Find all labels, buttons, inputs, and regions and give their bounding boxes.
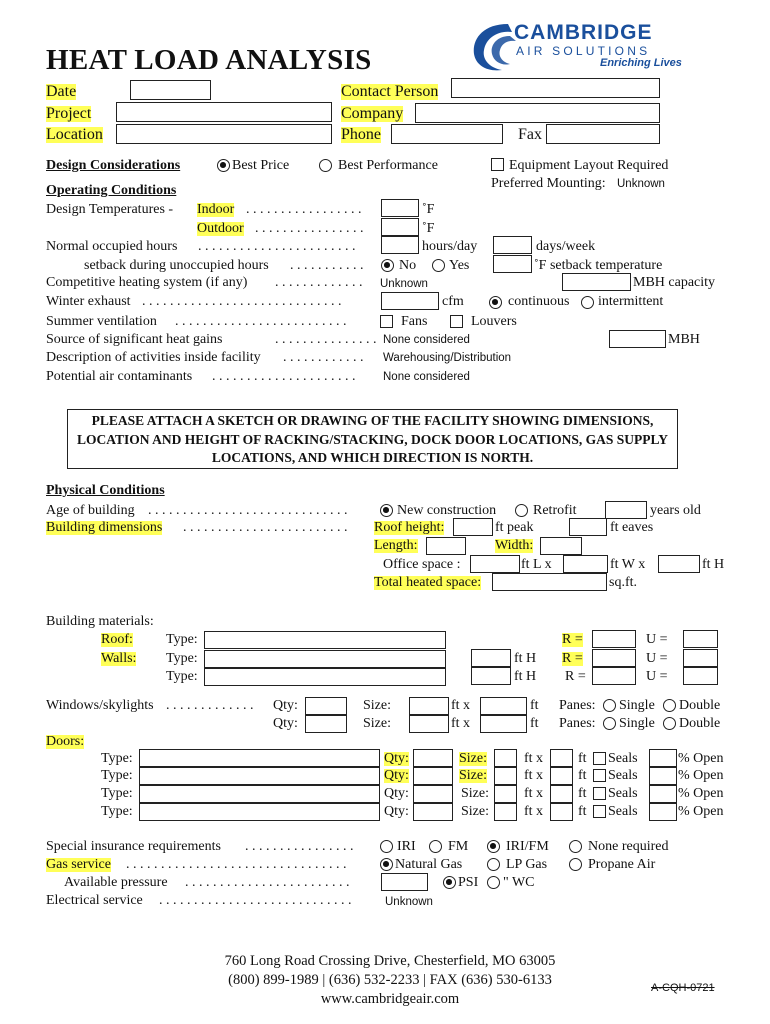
contaminants-label: Potential air contaminants bbox=[46, 369, 193, 384]
office-ft-h-label: ft H bbox=[702, 557, 725, 572]
deg-f-label: ˚F bbox=[422, 221, 435, 236]
door-h-field[interactable] bbox=[550, 749, 573, 767]
company-label: Company bbox=[341, 105, 404, 122]
width-label: Width: bbox=[495, 538, 534, 553]
door-ft-label: ft bbox=[578, 768, 587, 783]
door-type-label: Type: bbox=[101, 768, 133, 783]
door-seals-label: Seals bbox=[608, 768, 638, 783]
equipment-layout-checkbox[interactable] bbox=[491, 158, 504, 171]
door-open-label: % Open bbox=[678, 804, 724, 819]
leader-dots: . . . . . . . . . . . . . . . . . . . . . . . . . . . . . bbox=[142, 294, 342, 309]
door-type-field[interactable] bbox=[139, 767, 380, 785]
logo-brand: CAMBRIDGE bbox=[514, 21, 653, 44]
setback-yes-label: Yes bbox=[449, 258, 470, 273]
door-ftx-label: ft x bbox=[524, 768, 544, 783]
insurance-label: Special insurance requirements bbox=[46, 839, 221, 854]
length-field[interactable] bbox=[426, 537, 466, 555]
panes-single-label-1: Single bbox=[619, 698, 655, 713]
iri-fm-radio[interactable] bbox=[487, 840, 500, 853]
location-label: Location bbox=[46, 126, 103, 143]
windows-w-field-2[interactable] bbox=[409, 715, 449, 733]
walls-type-field-1[interactable] bbox=[204, 650, 446, 668]
leader-dots: . . . . . . . . . . . . . bbox=[166, 698, 254, 713]
walls-ft-h-label-2: ft H bbox=[514, 669, 537, 684]
panes-double-label-1: Double bbox=[679, 698, 721, 713]
gas-service-label: Gas service bbox=[46, 857, 111, 872]
leader-dots: . . . . . . . . . . . . . . . . . . . . . . . . bbox=[183, 520, 348, 535]
outdoor-temp-field[interactable] bbox=[381, 218, 419, 236]
setback-yes-radio[interactable] bbox=[432, 259, 445, 272]
leader-dots: . . . . . . . . . . . . bbox=[283, 350, 364, 365]
windows-ftx-label-1: ft x bbox=[451, 698, 471, 713]
door-open-field[interactable] bbox=[649, 785, 677, 803]
natural-gas-label: Natural Gas bbox=[395, 857, 463, 872]
leader-dots: . . . . . . . . . . . . . . . . bbox=[245, 839, 354, 854]
logo-sub: AIR SOLUTIONS bbox=[516, 44, 651, 58]
walls-ft-h-label-1: ft H bbox=[514, 651, 537, 666]
best-performance-radio[interactable] bbox=[319, 159, 332, 172]
date-label: Date bbox=[46, 83, 77, 100]
roof-r-field[interactable] bbox=[592, 630, 636, 648]
design-temps-label: Design Temperatures - bbox=[46, 202, 174, 217]
windows-qty-field-1[interactable] bbox=[305, 697, 347, 715]
door-qty-field[interactable] bbox=[413, 767, 453, 785]
fm-radio[interactable] bbox=[429, 840, 442, 853]
mbh-capacity-label: MBH capacity bbox=[633, 275, 716, 290]
continuous-radio[interactable] bbox=[489, 296, 502, 309]
walls-height-field-2[interactable] bbox=[471, 667, 511, 685]
windows-ftx-label-2: ft x bbox=[451, 716, 471, 731]
ft-eaves-field[interactable] bbox=[569, 518, 607, 536]
ft-eaves-label: ft eaves bbox=[610, 520, 654, 535]
walls-u-label: U = bbox=[646, 651, 668, 666]
leader-dots: . . . . . . . . . . . . . . . . . . . . . . . . . . . . . . . . bbox=[126, 857, 347, 872]
door-ftx-label: ft x bbox=[524, 751, 544, 766]
activities-label: Description of activities inside facility bbox=[46, 350, 261, 365]
door-seals-checkbox[interactable] bbox=[593, 769, 606, 782]
doors-label: Doors: bbox=[46, 734, 85, 749]
sqft-label: sq.ft. bbox=[609, 575, 637, 590]
psi-label: PSI bbox=[458, 875, 479, 890]
phone-field[interactable] bbox=[391, 124, 503, 144]
summer-vent-label: Summer ventilation bbox=[46, 314, 157, 329]
total-heated-label: Total heated space: bbox=[374, 575, 482, 590]
propane-air-label: Propane Air bbox=[588, 857, 656, 872]
years-old-label: years old bbox=[650, 503, 701, 518]
operating-heading: Operating Conditions bbox=[46, 183, 177, 198]
windows-qty-label-1: Qty: bbox=[273, 698, 298, 713]
fm-label: FM bbox=[448, 839, 469, 854]
project-field[interactable] bbox=[116, 102, 332, 122]
fans-label: Fans bbox=[401, 314, 428, 329]
door-open-field[interactable] bbox=[649, 749, 677, 767]
project-label: Project bbox=[46, 105, 92, 122]
office-width-field[interactable] bbox=[563, 555, 608, 573]
door-qty-field[interactable] bbox=[413, 803, 453, 821]
retrofit-radio[interactable] bbox=[515, 504, 528, 517]
cfm-label: cfm bbox=[442, 294, 464, 309]
preferred-mounting-label: Preferred Mounting: bbox=[491, 176, 606, 191]
leader-dots: . . . . . . . . . . . . . . . . . . . . . . . . bbox=[185, 875, 350, 890]
roof-r-label: R = bbox=[562, 632, 583, 647]
door-open-label: % Open bbox=[678, 751, 724, 766]
new-construction-label: New construction bbox=[397, 503, 497, 518]
leader-dots: . . . . . . . . . . . . . . . . . bbox=[246, 202, 362, 217]
door-ft-label: ft bbox=[578, 751, 587, 766]
panes-single-label-2: Single bbox=[619, 716, 655, 731]
door-open-field[interactable] bbox=[649, 767, 677, 785]
contaminants-value: None considered bbox=[383, 371, 470, 383]
heat-gains-label: Source of significant heat gains bbox=[46, 332, 223, 347]
natural-gas-radio[interactable] bbox=[380, 858, 393, 871]
heat-gains-value: None considered bbox=[383, 334, 470, 346]
door-seals-checkbox[interactable] bbox=[593, 787, 606, 800]
wc-radio[interactable] bbox=[487, 876, 500, 889]
windows-h-field-1[interactable] bbox=[480, 697, 527, 715]
activities-value: Warehousing/Distribution bbox=[383, 352, 512, 364]
office-height-field[interactable] bbox=[658, 555, 700, 573]
setback-no-label: No bbox=[399, 258, 417, 273]
lp-gas-radio[interactable] bbox=[487, 858, 500, 871]
setback-label: setback during unoccupied hours bbox=[84, 258, 269, 273]
door-size-label: Size: bbox=[461, 786, 489, 801]
door-seals-checkbox[interactable] bbox=[593, 805, 606, 818]
door-qty-field[interactable] bbox=[413, 785, 453, 803]
door-type-field[interactable] bbox=[139, 749, 380, 767]
panes-single-radio-1[interactable] bbox=[603, 699, 616, 712]
door-qty-label: Qty: bbox=[384, 751, 409, 766]
windows-w-field-1[interactable] bbox=[409, 697, 449, 715]
door-h-field[interactable] bbox=[550, 785, 573, 803]
intermittent-label: intermittent bbox=[598, 294, 664, 309]
door-w-field[interactable] bbox=[494, 803, 517, 821]
windows-qty-label-2: Qty: bbox=[273, 716, 298, 731]
door-h-field[interactable] bbox=[550, 767, 573, 785]
leader-dots: . . . . . . . . . . . bbox=[290, 258, 364, 273]
door-qty-field[interactable] bbox=[413, 749, 453, 767]
leader-dots: . . . . . . . . . . . . . . . . . . . . . . . . . . . . bbox=[159, 893, 352, 908]
walls-type-label: Type: bbox=[166, 651, 198, 666]
electrical-label: Electrical service bbox=[46, 893, 143, 908]
normal-hours-label: Normal occupied hours bbox=[46, 239, 178, 254]
preferred-mounting-value: Unknown bbox=[617, 178, 665, 190]
door-type-field[interactable] bbox=[139, 803, 380, 821]
setback-temp-label: ˚F setback temperature bbox=[534, 258, 663, 273]
walls-r-field[interactable] bbox=[592, 649, 636, 667]
door-type-label: Type: bbox=[101, 804, 133, 819]
roof-type-field[interactable] bbox=[204, 631, 446, 649]
leader-dots: . . . . . . . . . . . . . . . . . . . . . . . bbox=[198, 239, 356, 254]
windows-qty-field-2[interactable] bbox=[305, 715, 347, 733]
best-performance-label: Best Performance bbox=[338, 158, 438, 173]
fans-checkbox[interactable] bbox=[380, 315, 393, 328]
door-size-label: Size: bbox=[459, 751, 487, 766]
fax-label: Fax bbox=[518, 126, 542, 143]
fax-field[interactable] bbox=[546, 124, 660, 144]
physical-heading: Physical Conditions bbox=[46, 483, 165, 498]
panes-double-radio-2[interactable] bbox=[663, 717, 676, 730]
leader-dots: . . . . . . . . . . . . . . . . . . . . . . . . . . . . . bbox=[148, 503, 348, 518]
windows-size-label-2: Size: bbox=[363, 716, 391, 731]
door-qty-label: Qty: bbox=[384, 804, 409, 819]
phone-label: Phone bbox=[341, 126, 381, 143]
outdoor-label: Outdoor bbox=[197, 221, 244, 236]
footer-address: 760 Long Road Crossing Drive, Chesterfield, MO 63005 bbox=[224, 953, 556, 969]
door-ftx-label: ft x bbox=[524, 804, 544, 819]
door-qty-label: Qty: bbox=[384, 768, 409, 783]
leader-dots: . . . . . . . . . . . . . . . bbox=[275, 332, 377, 347]
contact-person-label: Contact Person bbox=[341, 83, 439, 100]
panes-label-2: Panes: bbox=[559, 716, 596, 731]
equipment-layout-label: Equipment Layout Required bbox=[509, 158, 669, 173]
electrical-value: Unknown bbox=[385, 896, 433, 908]
form-code: A-CQH-0721 bbox=[651, 982, 715, 994]
walls2-u-field[interactable] bbox=[683, 667, 718, 685]
iri-label: IRI bbox=[397, 839, 416, 854]
door-open-field[interactable] bbox=[649, 803, 677, 821]
lp-gas-label: LP Gas bbox=[506, 857, 548, 872]
louvers-checkbox[interactable] bbox=[450, 315, 463, 328]
leader-dots: . . . . . . . . . . . . . . . . . . . . . bbox=[212, 369, 356, 384]
walls-r-label: R = bbox=[562, 651, 583, 666]
door-ftx-label: ft x bbox=[524, 786, 544, 801]
roof-type-label: Type: bbox=[166, 632, 198, 647]
iri-fm-label: IRI/FM bbox=[506, 839, 549, 854]
deg-f-label: ˚F bbox=[422, 202, 435, 217]
door-open-label: % Open bbox=[678, 768, 724, 783]
door-w-field[interactable] bbox=[494, 767, 517, 785]
leader-dots: . . . . . . . . . . . . . . . . bbox=[255, 221, 364, 236]
door-w-field[interactable] bbox=[494, 749, 517, 767]
door-ft-label: ft bbox=[578, 804, 587, 819]
mbh-capacity-field[interactable] bbox=[562, 273, 631, 291]
door-type-label: Type: bbox=[101, 751, 133, 766]
door-seals-label: Seals bbox=[608, 751, 638, 766]
door-w-field[interactable] bbox=[494, 785, 517, 803]
hours-day-label: hours/day bbox=[422, 239, 478, 254]
roof-height-label: Roof height: bbox=[374, 520, 445, 535]
footer-phones: (800) 899-1989 | (636) 532-2233 | FAX (636) 530-6133 bbox=[228, 972, 552, 988]
walls-type-field-2[interactable] bbox=[204, 668, 446, 686]
winter-exhaust-field[interactable] bbox=[381, 292, 439, 310]
width-field[interactable] bbox=[540, 537, 582, 555]
propane-air-radio[interactable] bbox=[569, 858, 582, 871]
sketch-notice: PLEASE ATTACH A SKETCH OR DRAWING OF THE FACILITY SHOWING DIMENSIONS, LOCATION AND HEIGHT OF RACKING/STACKING, DOCK DOOR LOCATIONS, GAS SUPPLY LOCATIONS, AND WHICH DIRECTION IS NORTH. bbox=[67, 409, 678, 469]
panes-double-radio-1[interactable] bbox=[663, 699, 676, 712]
door-open-label: % Open bbox=[678, 786, 724, 801]
roof-u-field[interactable] bbox=[683, 630, 718, 648]
heat-gains-mbh-field[interactable] bbox=[609, 330, 666, 348]
windows-h-field-2[interactable] bbox=[480, 715, 527, 733]
new-construction-radio[interactable] bbox=[380, 504, 393, 517]
walls-u-field[interactable] bbox=[683, 649, 718, 667]
office-space-label: Office space : bbox=[383, 557, 461, 572]
door-ft-label: ft bbox=[578, 786, 587, 801]
door-seals-checkbox[interactable] bbox=[593, 752, 606, 765]
none-required-radio[interactable] bbox=[569, 840, 582, 853]
ft-w-x-label: ft W x bbox=[610, 557, 646, 572]
office-length-field[interactable] bbox=[470, 555, 520, 573]
indoor-label: Indoor bbox=[197, 202, 235, 217]
contact-person-field[interactable] bbox=[451, 78, 660, 98]
roof-label: Roof: bbox=[101, 632, 133, 647]
materials-heading: Building materials: bbox=[46, 614, 154, 629]
winter-exhaust-label: Winter exhaust bbox=[46, 294, 131, 309]
walls-label: Walls: bbox=[101, 651, 137, 666]
walls-height-field-1[interactable] bbox=[471, 649, 511, 667]
days-week-label: days/week bbox=[536, 239, 596, 254]
door-qty-label: Qty: bbox=[384, 786, 409, 801]
location-field[interactable] bbox=[116, 124, 332, 144]
continuous-label: continuous bbox=[508, 294, 570, 309]
windows-ft-label-2: ft bbox=[530, 716, 539, 731]
best-price-radio[interactable] bbox=[217, 159, 230, 172]
windows-label: Windows/skylights bbox=[46, 698, 154, 713]
length-label: Length: bbox=[374, 538, 418, 553]
door-h-field[interactable] bbox=[550, 803, 573, 821]
louvers-label: Louvers bbox=[471, 314, 517, 329]
windows-ft-label-1: ft bbox=[530, 698, 539, 713]
footer-web[interactable]: www.cambridgeair.com bbox=[320, 991, 460, 1007]
hours-per-day-field[interactable] bbox=[381, 236, 419, 254]
leader-dots: . . . . . . . . . . . . . . . . . . . . . . . . . bbox=[175, 314, 347, 329]
heating-system-label: Competitive heating system (if any) bbox=[46, 275, 248, 290]
none-required-label: None required bbox=[588, 839, 669, 854]
panes-double-label-2: Double bbox=[679, 716, 721, 731]
walls2-u-label: U = bbox=[646, 669, 668, 684]
wc-label: " WC bbox=[503, 875, 535, 890]
door-seals-label: Seals bbox=[608, 786, 638, 801]
pressure-label: Available pressure bbox=[64, 875, 168, 890]
walls-type2-label: Type: bbox=[166, 669, 198, 684]
psi-radio[interactable] bbox=[443, 876, 456, 889]
pressure-field[interactable] bbox=[381, 873, 428, 891]
age-label: Age of building bbox=[46, 503, 135, 518]
door-size-label: Size: bbox=[461, 804, 489, 819]
mbh-label: MBH bbox=[668, 332, 700, 347]
walls2-r-label: R = bbox=[565, 669, 586, 684]
company-field[interactable] bbox=[415, 103, 660, 123]
setback-no-radio[interactable] bbox=[381, 259, 394, 272]
dimensions-label: Building dimensions bbox=[46, 520, 163, 535]
ft-l-x-label: ft L x bbox=[521, 557, 552, 572]
heating-system-value: Unknown bbox=[380, 278, 428, 290]
door-size-label: Size: bbox=[459, 768, 487, 783]
door-seals-label: Seals bbox=[608, 804, 638, 819]
ft-peak-field[interactable] bbox=[453, 518, 493, 536]
windows-size-label-1: Size: bbox=[363, 698, 391, 713]
ft-peak-label: ft peak bbox=[495, 520, 534, 535]
date-field[interactable] bbox=[130, 80, 211, 100]
panes-single-radio-2[interactable] bbox=[603, 717, 616, 730]
iri-radio[interactable] bbox=[380, 840, 393, 853]
logo-tagline: Enriching Lives bbox=[600, 57, 682, 69]
total-heated-field[interactable] bbox=[492, 573, 607, 591]
years-old-field[interactable] bbox=[605, 501, 647, 519]
roof-u-label: U = bbox=[646, 632, 668, 647]
panes-label-1: Panes: bbox=[559, 698, 596, 713]
door-type-label: Type: bbox=[101, 786, 133, 801]
leader-dots: . . . . . . . . . . . . . bbox=[275, 275, 363, 290]
retrofit-label: Retrofit bbox=[533, 503, 577, 518]
page-title: HEAT LOAD ANALYSIS bbox=[46, 44, 372, 76]
days-per-week-field[interactable] bbox=[493, 236, 532, 254]
design-heading: Design Considerations bbox=[46, 158, 181, 173]
best-price-label: Best Price bbox=[232, 158, 290, 173]
intermittent-radio[interactable] bbox=[581, 296, 594, 309]
walls2-r-field[interactable] bbox=[592, 667, 636, 685]
setback-temp-field[interactable] bbox=[493, 255, 532, 273]
indoor-temp-field[interactable] bbox=[381, 199, 419, 217]
door-type-field[interactable] bbox=[139, 785, 380, 803]
